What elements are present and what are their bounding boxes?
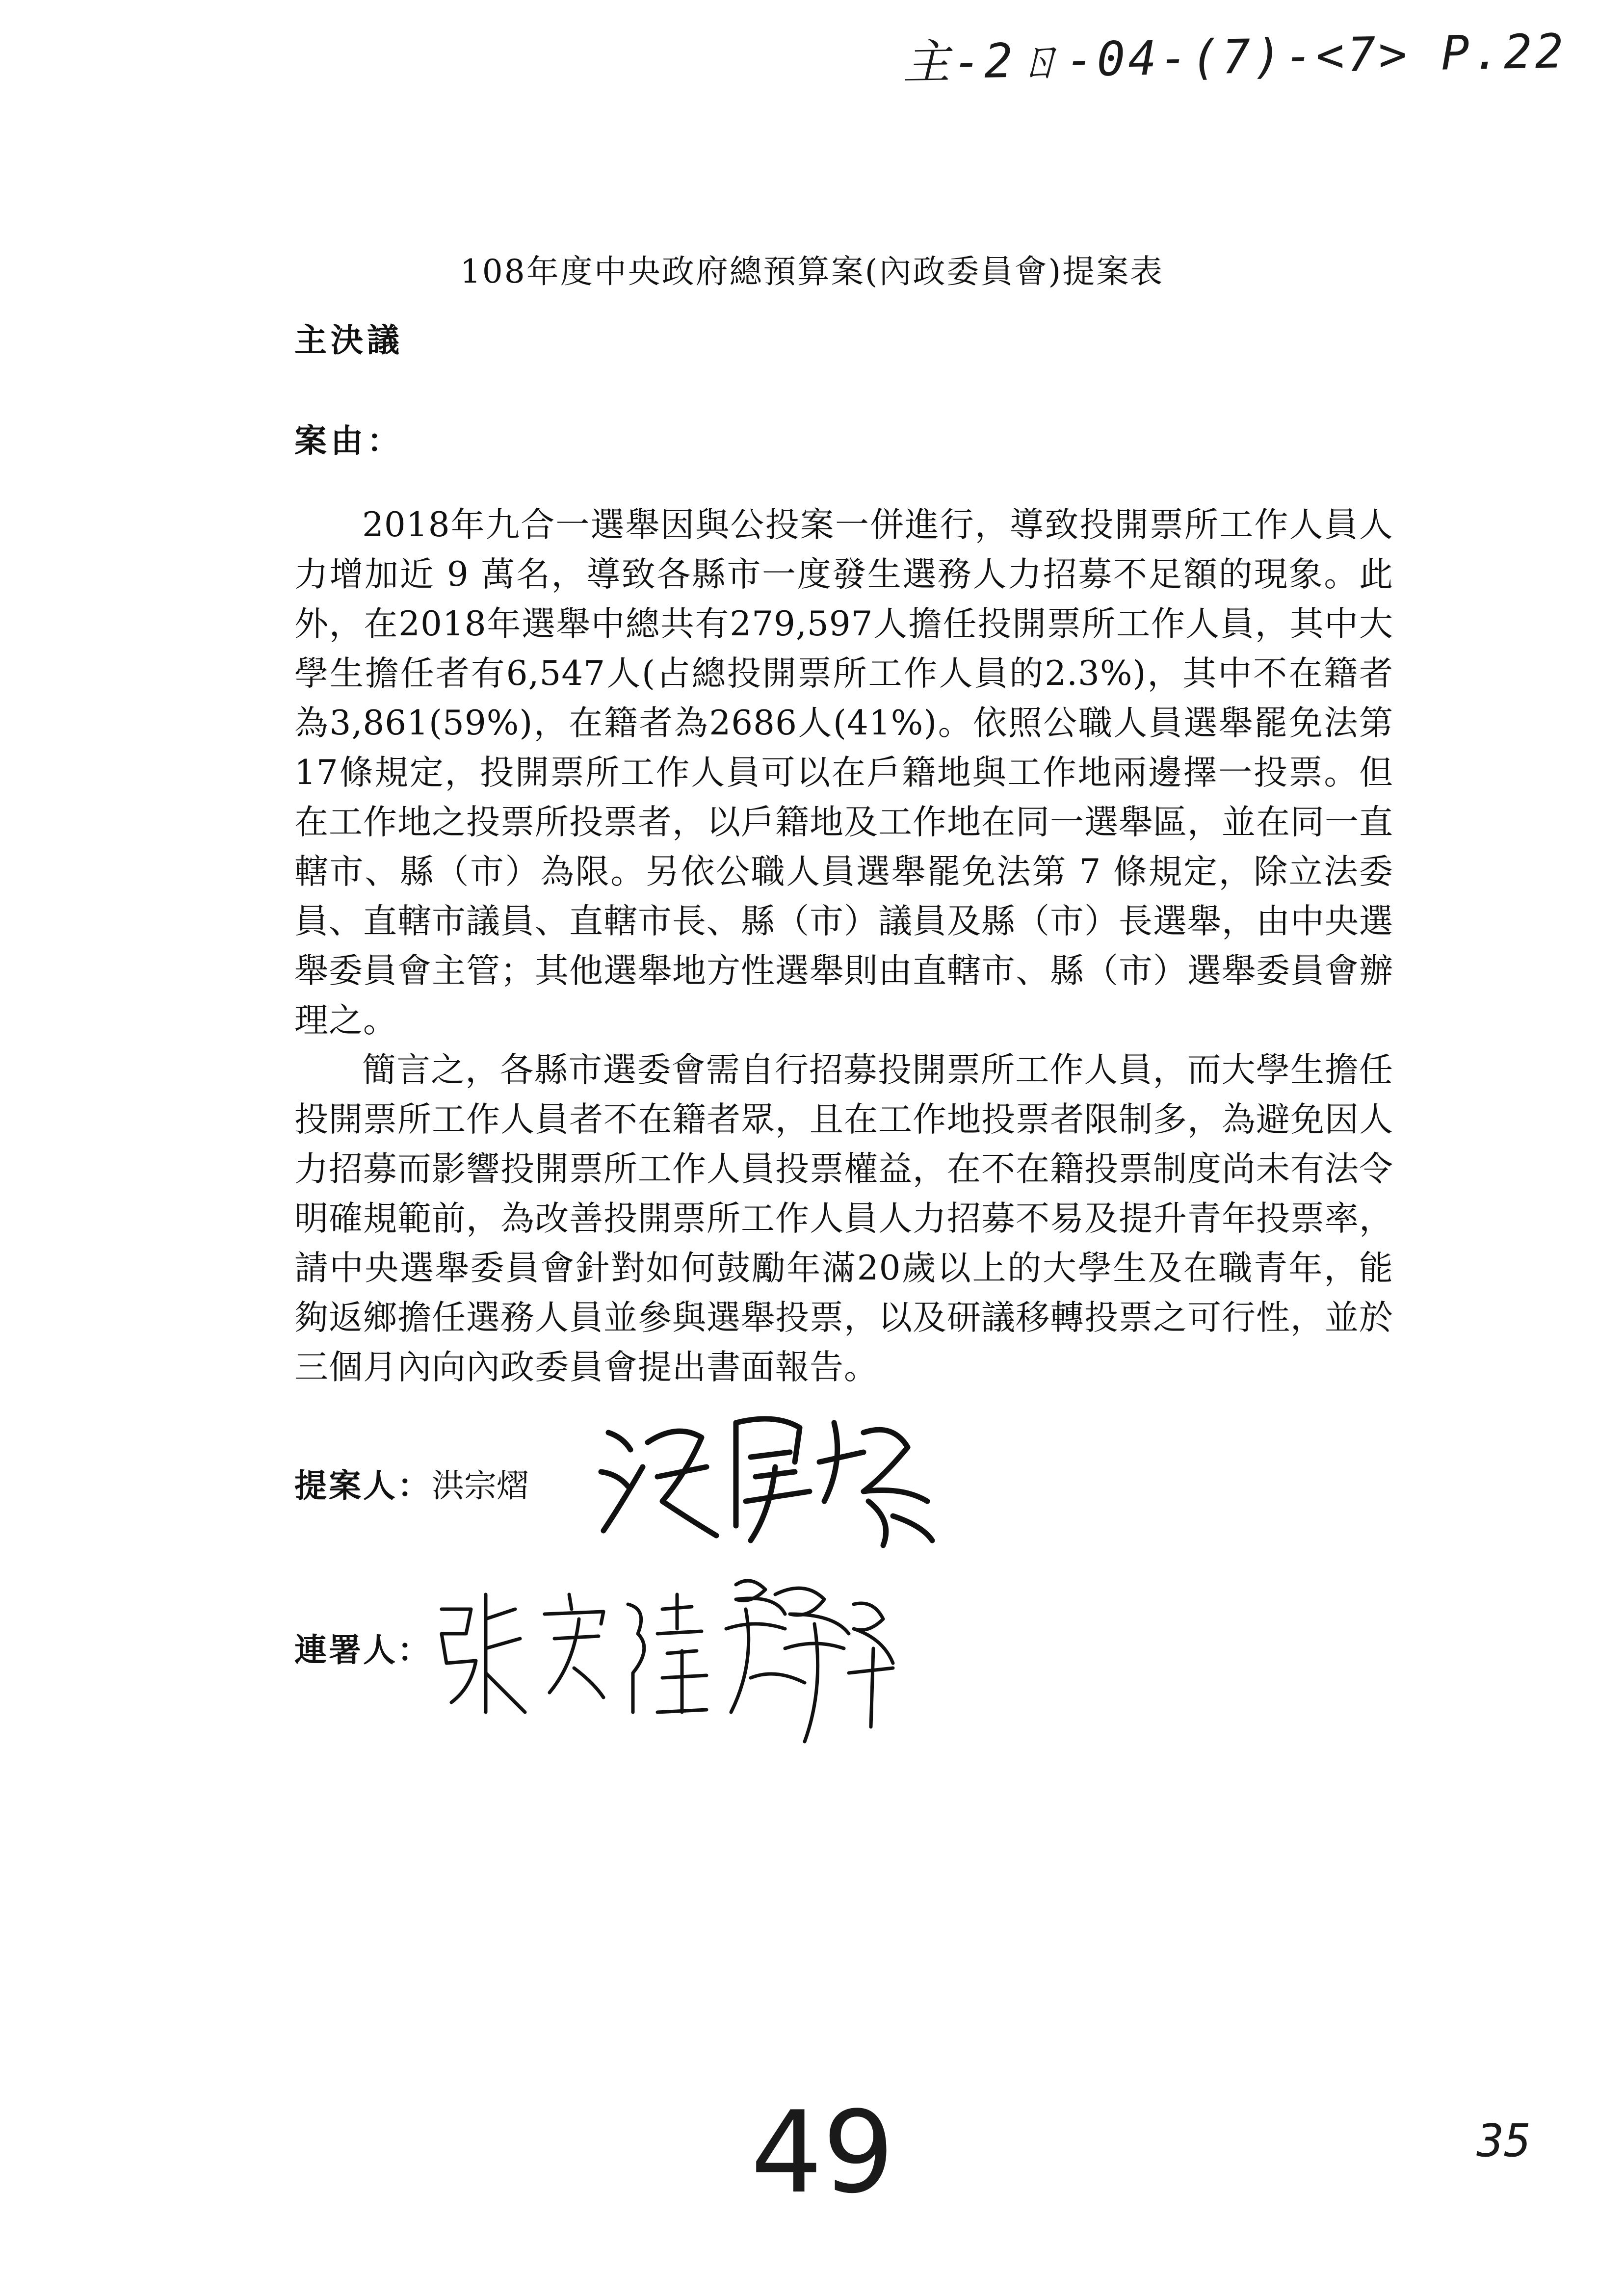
cosigner-signature [432,1565,903,1761]
cosigner-label: 連署人： [294,1631,432,1669]
proposer-name: 洪宗熠 [432,1467,529,1505]
proposer-label: 提案人： [294,1466,432,1505]
reason-body [294,500,1393,1392]
body-paragraph: 簡言之，各縣市選委會需自行招募投開票所工作人員，而大學生擔任投開票所工作人員者不在籍者眾，且在工作地投票者限制多，為避免因人力招募而影響投開票所工作人員投票權益，在不在籍投票制度尚未有法令明確規範前，為改善投開票所工作人員人力招募不易及提升青年投票率，請中央選舉委員會針對如何鼓勵年滿20歲以上的大學生及在職青年，能夠返鄉擔任選務人員並參與選舉投票，以及研議移轉投票之可行性，並於三個月內向內政委員會提出書面報告。 [294,1050,1393,1387]
main-resolution-label: 主決議 [294,321,403,359]
page-number: 49 [751,2087,894,2218]
body-paragraph: 2018年九合一選舉因與公投案一併進行，導致投開票所工作人員人力增加近 9 萬名，導致各縣市一度發生選務人力招募不足額的現象。此外，在2018年選舉中總共有279,597人擔任投開票所工作人員，其中大學生擔任者有6,547人(占總投開票所工作人員的2.3%)，其中不在籍者為3,861(59%)，在籍者為2686人(41%)。依照公職人員選舉罷免法第17條規定，投開票所工作人員可以在戶籍地與工作地兩邊擇一投票。但在工作地之投票所投票者，以戶籍地及工作地在同一選舉區，並在同一直轄市、縣（市）為限。另依公職人員選舉罷免法第 7 條規定，除立法委員、直轄市議員、直轄市長、縣（市）議員及縣（市）長選舉，由中央選舉委員會主管；其他選舉地方性選舉則由直轄市、縣（市）選舉委員會辦理之。 [294,505,1393,1040]
stamp-number: 35 [1477,2114,1531,2167]
reference-code: 主-2ㄖ-04-(7)-<7> P.22 [902,24,1567,90]
reason-label: 案由： [294,421,403,460]
proposer-signature [589,1403,942,1550]
page-title: 108年度中央政府總預算案(內政委員會)提案表 [460,253,1164,290]
